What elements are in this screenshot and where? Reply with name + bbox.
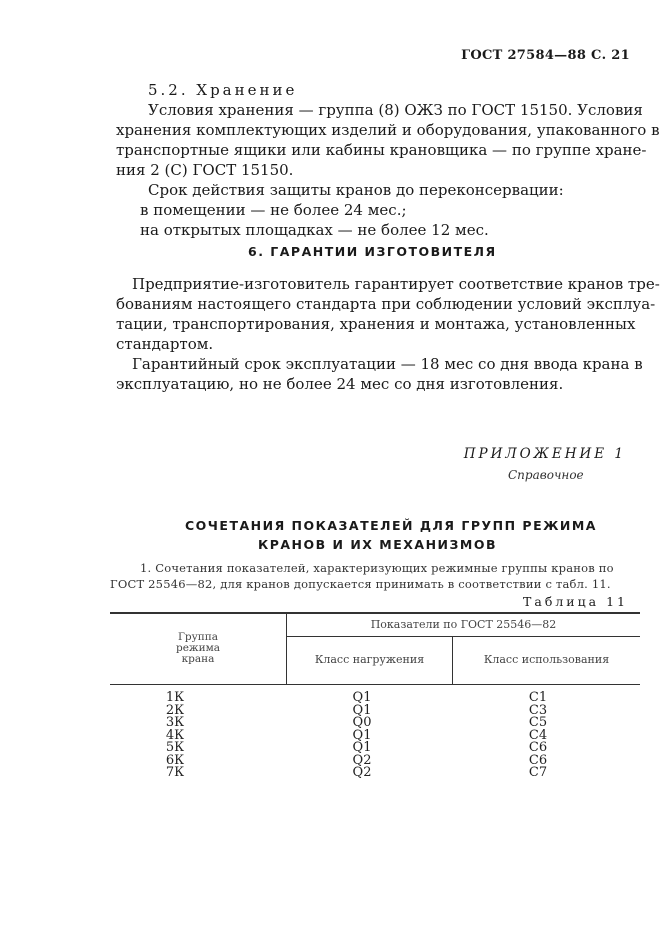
table-cell-load: Q2: [352, 765, 372, 780]
table-header-group: Группа режима крана: [175, 631, 221, 665]
table-cell-usage: C1: [528, 690, 548, 705]
table-cell-group: 6К: [165, 752, 185, 768]
table-cell-group: 3К: [165, 715, 185, 730]
page-header-code: ГОСТ 27584—88 С. 21: [461, 48, 630, 63]
warranty-heading: 6. ГАРАНТИИ ИЗГОТОВИТЕЛЯ: [248, 244, 497, 259]
storage-para1-line2: хранения комплектующих изделий и оборудования, упакованного в: [116, 121, 660, 139]
table-header-usage-class: Класс использования: [483, 653, 610, 666]
table-column-usage: [508, 692, 568, 780]
table-cell-load: Q0: [352, 715, 372, 730]
warranty-para1-line4: стандартом.: [116, 335, 214, 353]
table-cell-group: 4К: [165, 727, 185, 743]
table-header-indicators: Показатели по ГОСТ 25546—82: [370, 618, 557, 631]
warranty-para1-line3: тации, транспортирования, хранения и монтажа, установленных: [116, 315, 636, 333]
table-cell-usage: C6: [528, 752, 548, 768]
table-cell-usage: C6: [528, 740, 548, 755]
storage-para1-line4: ния 2 (С) ГОСТ 15150.: [116, 161, 294, 179]
table-cell-usage: C4: [528, 727, 548, 743]
table-cell-load: Q1: [352, 702, 372, 718]
table-top-rule: [110, 612, 640, 614]
table-cell-load: Q1: [352, 740, 372, 755]
table-cell-usage: C5: [528, 715, 548, 730]
table-cell-group: 1К: [165, 690, 185, 705]
warranty-para2-line2: эксплуатацию, но не более 24 мес со дня изготовления.: [116, 375, 564, 393]
table-column-group: [140, 692, 210, 780]
appendix-intro-line2: ГОСТ 25546—82, для кранов допускается принимать в соответствии с табл. 11.: [110, 577, 611, 591]
table-cell-usage: C3: [528, 702, 548, 718]
storage-title: 5.2. Хранение: [148, 81, 298, 99]
warranty-para2-line1: Гарантийный срок эксплуатации — 18 мес со дня ввода крана в: [132, 355, 643, 373]
table-header-load-class: Класс нагружения: [314, 653, 425, 666]
table-subheader-rule: [286, 636, 640, 637]
table-cell-load: Q2: [352, 752, 372, 768]
appendix-note: Справочное: [508, 468, 584, 482]
table-header-bottom-rule: [110, 684, 640, 685]
appendix-label: ПРИЛОЖЕНИЕ 1: [463, 446, 626, 462]
storage-para2-line1: Срок действия защиты кранов до переконсервации:: [148, 181, 564, 199]
warranty-para1-line1: Предприятие-изготовитель гарантирует соответствие кранов тре-: [132, 275, 660, 293]
warranty-para1-line2: бованиям настоящего стандарта при соблюдении условий эксплуа-: [116, 295, 656, 313]
appendix-intro-line1: 1. Сочетания показателей, характеризующих режимные группы кранов по: [140, 561, 614, 575]
table-cell-load: Q1: [352, 690, 372, 705]
storage-para1-line3: транспортные ящики или кабины крановщика — по группе хране-: [116, 141, 647, 159]
table-cell-group: 7К: [165, 765, 185, 780]
storage-para2-line3: на открытых площадках — не более 12 мес.: [140, 221, 489, 239]
table-cell-usage: C7: [528, 765, 548, 780]
table-cell-group: 5К: [165, 740, 185, 755]
table-column-load: [332, 692, 392, 780]
appendix-title-line2: КРАНОВ И ИХ МЕХАНИЗМОВ: [258, 537, 497, 552]
appendix-title-line1: СОЧЕТАНИЯ ПОКАЗАТЕЛЕЙ ДЛЯ ГРУПП РЕЖИМА: [185, 518, 597, 533]
table-label: Таблица 11: [523, 594, 628, 609]
storage-para1-line1: Условия хранения — группа (8) ОЖЗ по ГОСТ 15150. Условия: [148, 101, 643, 119]
table-cell-load: Q1: [352, 727, 372, 743]
storage-para2-line2: в помещении — не более 24 мес.;: [140, 201, 407, 219]
table-cell-group: 2К: [165, 702, 185, 718]
